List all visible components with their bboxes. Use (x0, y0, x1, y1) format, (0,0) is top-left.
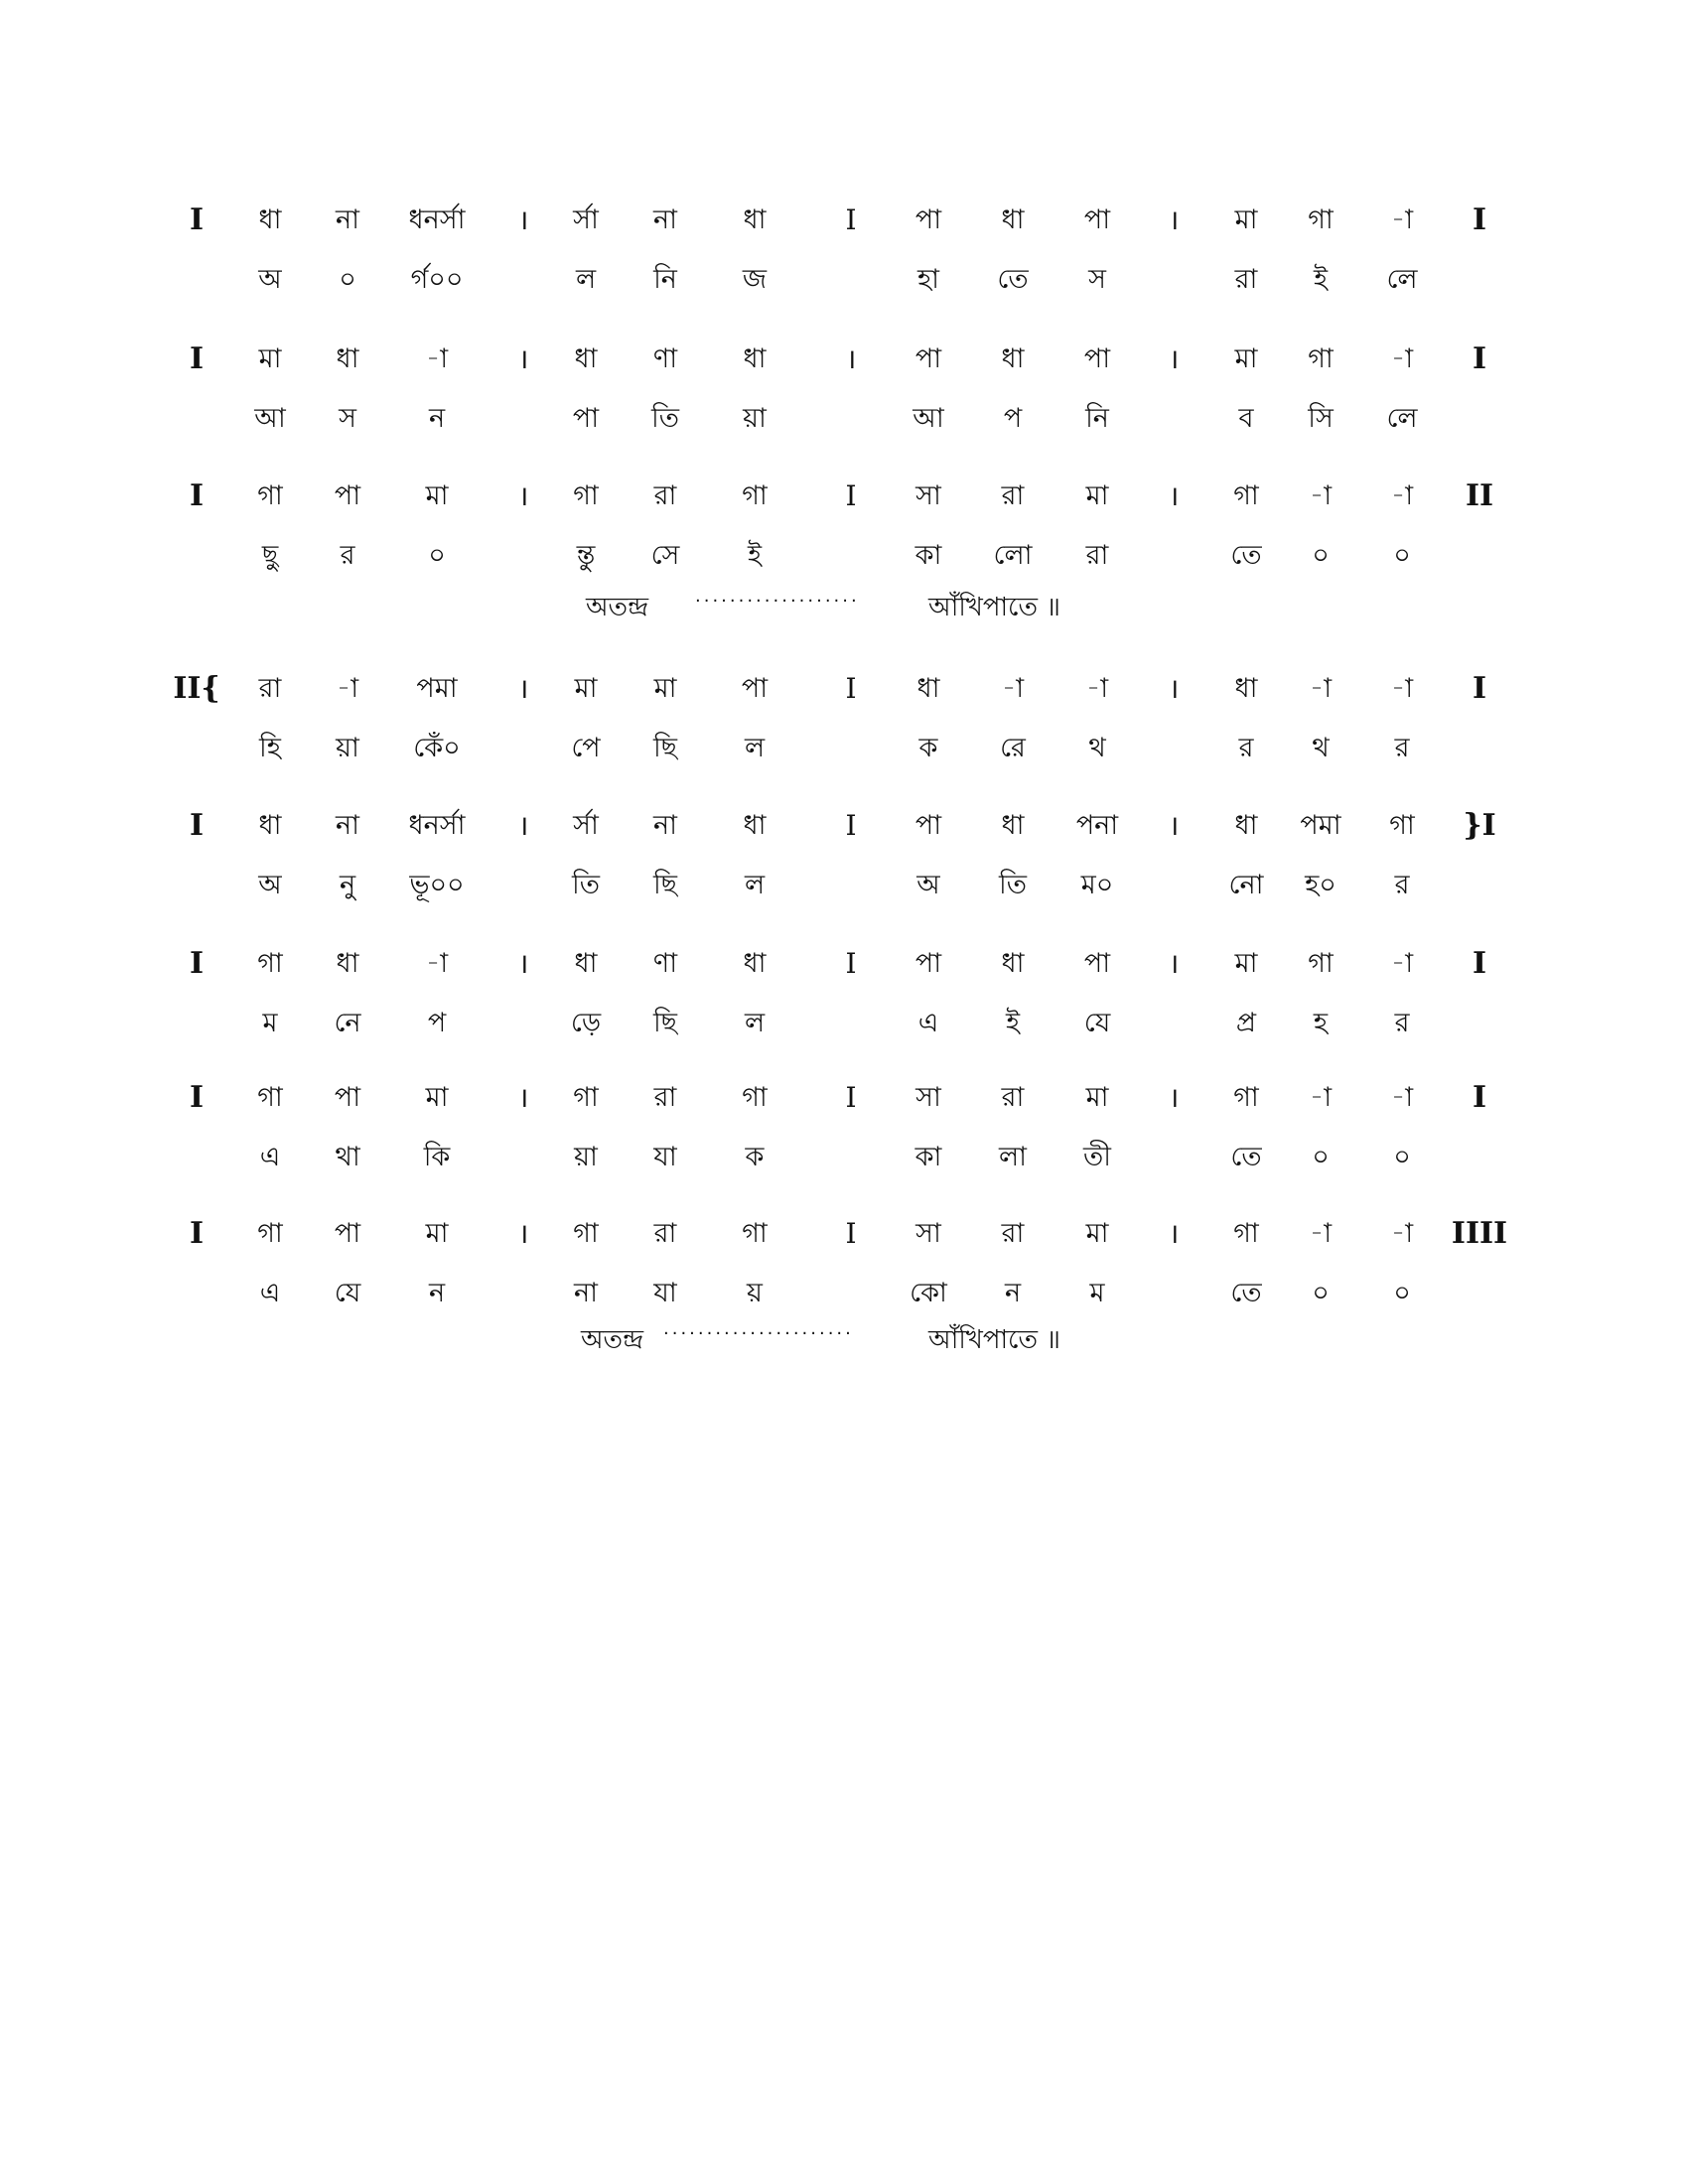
note-cell: পা (914, 343, 942, 374)
lyrics-row (0, 723, 1688, 774)
lyric-syllable: তে (1230, 1278, 1262, 1308)
lyric-syllable: যা (653, 1278, 677, 1308)
note-cell: গা (257, 948, 283, 979)
note-cell: রা (653, 1218, 677, 1249)
note-cell: মা (425, 1218, 449, 1249)
lyric-syllable: ০ (1312, 1278, 1330, 1308)
beat-separator: । (517, 672, 529, 705)
lyric-syllable: সি (1308, 403, 1334, 434)
note-cell: পা (1083, 205, 1111, 235)
start-barline: I (189, 946, 205, 981)
lyric-syllable: য় (747, 1278, 763, 1308)
note-cell: না (653, 810, 677, 841)
note-cell: ণা (652, 948, 678, 979)
lyric-syllable: লা (999, 1142, 1027, 1172)
note-cell: -া (1390, 205, 1414, 235)
note-cell: -া (1309, 1218, 1333, 1249)
lyric-syllable: র (340, 540, 355, 571)
lyric-syllable: ড়ে (570, 1008, 602, 1038)
refrain-end-word: আঁখিপাতে ॥ (928, 1325, 1060, 1355)
lyric-syllable: পে (571, 733, 601, 763)
lyric-syllable: পা (572, 403, 600, 434)
start-barline: I (189, 478, 205, 513)
note-cell: ণা (652, 343, 678, 374)
note-cell: রা (653, 480, 677, 511)
beat-separator: । (845, 342, 857, 375)
lyric-syllable: ছি (652, 1008, 678, 1038)
beat-separator: । (517, 204, 529, 236)
notation-row (0, 334, 1688, 385)
lyric-syllable: অ (258, 870, 282, 900)
note-cell: গা (1308, 205, 1334, 235)
beat-separator: I (845, 1081, 857, 1114)
note-cell: ধা (336, 948, 359, 979)
lyric-syllable: ০ (428, 540, 446, 571)
note-cell: ধা (916, 673, 940, 704)
lyric-syllable: না (574, 1278, 598, 1308)
note-cell: ধা (574, 343, 598, 374)
note-cell: রা (653, 1082, 677, 1113)
notation-row (0, 195, 1688, 246)
note-cell: পা (1083, 343, 1111, 374)
note-cell: না (336, 810, 359, 841)
lyric-syllable: যা (653, 1142, 677, 1172)
lyric-syllable: ক (918, 733, 938, 763)
note-cell: গা (1233, 1082, 1259, 1113)
end-barline: IIII (1451, 1216, 1508, 1251)
note-cell: পা (1083, 948, 1111, 979)
lyric-syllable: আ (913, 403, 944, 434)
note-cell: গা (1389, 810, 1415, 841)
note-cell: ধা (258, 205, 282, 235)
note-cell: ধনর্সা (408, 205, 466, 235)
lyric-syllable: হ০ (1305, 870, 1336, 900)
note-cell: -া (1390, 480, 1414, 511)
note-cell: মা (425, 1082, 449, 1113)
start-barline: I (189, 1216, 205, 1251)
note-cell: গা (573, 1218, 599, 1249)
note-cell: গা (1308, 948, 1334, 979)
lyric-syllable: নি (1085, 403, 1109, 434)
lyrics-row (0, 530, 1688, 582)
lyric-syllable: র (1394, 1008, 1410, 1038)
note-cell: পা (741, 673, 769, 704)
lyric-syllable: ন্তু (576, 540, 596, 571)
start-barline: I (189, 341, 205, 376)
lyric-syllable: ০ (1393, 1142, 1411, 1172)
note-cell: পা (334, 1082, 361, 1113)
lyric-syllable: ০ (1312, 540, 1330, 571)
lyric-syllable: র (1238, 733, 1254, 763)
lyric-syllable: ০ (339, 264, 356, 295)
note-cell: পনা (1075, 810, 1119, 841)
lyric-syllable: এ (259, 1278, 281, 1308)
lyric-syllable: অ (258, 264, 282, 295)
lyric-syllable: ন (1004, 1278, 1022, 1308)
lyric-syllable: র (1394, 870, 1410, 900)
note-cell: -া (1390, 673, 1414, 704)
lyric-syllable: প (1003, 403, 1023, 434)
lyric-syllable: তি (572, 870, 600, 900)
lyric-syllable: তে (997, 264, 1029, 295)
lyric-syllable: ই (1005, 1008, 1021, 1038)
note-cell: গা (1308, 343, 1334, 374)
note-cell: মা (1234, 948, 1258, 979)
lyric-syllable: কি (423, 1142, 451, 1172)
note-cell: ধা (743, 343, 767, 374)
lyric-syllable: ক (745, 1142, 765, 1172)
note-cell: গা (573, 1082, 599, 1113)
lyric-syllable: রা (1085, 540, 1109, 571)
lyric-syllable: প্র (1235, 1008, 1257, 1038)
notation-row (0, 800, 1688, 852)
beat-separator: । (1168, 342, 1180, 375)
end-barline: }I (1463, 808, 1496, 843)
note-cell: মা (1085, 1218, 1109, 1249)
lyric-syllable: কা (914, 540, 942, 571)
lyric-syllable: তে (1230, 540, 1262, 571)
lyric-syllable: ব (1238, 403, 1254, 434)
lyric-syllable: য়া (336, 733, 359, 763)
end-barline: I (1472, 671, 1487, 706)
refrain-start-word: অতন্দ্র (586, 593, 649, 622)
lyric-syllable: য়া (743, 403, 767, 434)
lyric-syllable: কেঁ০ (413, 733, 461, 763)
start-barline: II{ (173, 671, 220, 706)
note-cell: ধনর্সা (408, 810, 466, 841)
notation-row (0, 1208, 1688, 1260)
lyric-syllable: নু (339, 870, 356, 900)
note-cell: -া (1390, 343, 1414, 374)
lyric-syllable: হ (1313, 1008, 1329, 1038)
lyric-syllable: লো (993, 540, 1033, 571)
notation-row (0, 1072, 1688, 1124)
note-cell: ধা (1234, 810, 1258, 841)
note-cell: -া (425, 343, 449, 374)
note-cell: ধা (1001, 343, 1025, 374)
beat-separator: । (1168, 479, 1180, 512)
refrain-start-word: অতন্দ্র (581, 1325, 644, 1355)
lyric-syllable: যে (1083, 1008, 1111, 1038)
lyric-syllable: জ (742, 264, 768, 295)
lyric-syllable: ছি (652, 870, 678, 900)
note-cell: মা (653, 673, 677, 704)
note-cell: ধা (743, 205, 767, 235)
note-cell: মা (1234, 343, 1258, 374)
lyric-syllable: ল (744, 870, 766, 900)
note-cell: -া (1390, 1218, 1414, 1249)
beat-separator: । (517, 342, 529, 375)
lyric-syllable: এ (917, 1008, 939, 1038)
lyric-syllable: লে (1386, 264, 1418, 295)
lyric-syllable: যে (334, 1278, 361, 1308)
note-cell: মা (258, 343, 282, 374)
note-cell: গা (742, 480, 768, 511)
note-cell: -া (1390, 948, 1414, 979)
lyric-syllable: তি (651, 403, 679, 434)
note-cell: ধা (574, 948, 598, 979)
lyric-syllable: ল (575, 264, 597, 295)
beat-separator: । (517, 809, 529, 842)
lyric-syllable: রে (1000, 733, 1026, 763)
notation-row (0, 938, 1688, 990)
lyric-syllable: ছু (261, 540, 279, 571)
lyrics-row (0, 393, 1688, 445)
lyric-syllable: ল (744, 733, 766, 763)
beat-separator: I (845, 479, 857, 512)
note-cell: গা (573, 480, 599, 511)
lyric-syllable: কা (914, 1142, 942, 1172)
note-cell: র্সা (573, 810, 599, 841)
beat-separator: । (1168, 204, 1180, 236)
lyric-syllable: ন (428, 1278, 446, 1308)
note-cell: ধা (258, 810, 282, 841)
lyric-syllable: হা (916, 264, 940, 295)
lyric-syllable: ই (1313, 264, 1329, 295)
note-cell: ধা (1001, 948, 1025, 979)
lyric-syllable: র (1394, 733, 1410, 763)
note-cell: সা (915, 480, 941, 511)
lyric-syllable: নে (334, 1008, 361, 1038)
lyrics-row (0, 1132, 1688, 1183)
lyric-syllable: নি (653, 264, 677, 295)
lyric-syllable: লে (1386, 403, 1418, 434)
note-cell: র্সা (573, 205, 599, 235)
lyrics-row (0, 860, 1688, 911)
lyric-syllable: তে (1230, 1142, 1262, 1172)
note-cell: -া (1001, 673, 1025, 704)
note-cell: মা (1234, 205, 1258, 235)
notation-row (0, 663, 1688, 715)
lyric-syllable: রা (1234, 264, 1258, 295)
end-barline: I (1472, 203, 1487, 237)
start-barline: I (189, 808, 205, 843)
lyric-syllable: সে (650, 540, 680, 571)
lyrics-row (0, 998, 1688, 1049)
beat-separator: । (1168, 809, 1180, 842)
note-cell: পমা (1300, 810, 1341, 841)
beat-separator: I (845, 672, 857, 705)
lyric-syllable: ন (428, 403, 446, 434)
end-barline: I (1472, 1080, 1487, 1115)
refrain-end-word: আঁখিপাতে ॥ (928, 593, 1060, 622)
beat-separator: । (1168, 1081, 1180, 1114)
note-cell: গা (742, 1082, 768, 1113)
refrain-ellipsis: ··················· (695, 591, 860, 612)
lyric-syllable: ম০ (1080, 870, 1114, 900)
note-cell: -া (1390, 1082, 1414, 1113)
note-cell: রা (258, 673, 282, 704)
note-cell: ধা (336, 343, 359, 374)
note-cell: ধা (743, 948, 767, 979)
lyrics-row (0, 1268, 1688, 1319)
lyric-syllable: ম (262, 1008, 278, 1038)
lyric-syllable: থ (1088, 733, 1106, 763)
lyric-syllable: এ (259, 1142, 281, 1172)
note-cell: না (336, 205, 359, 235)
note-cell: গা (1233, 1218, 1259, 1249)
note-cell: ধা (1234, 673, 1258, 704)
lyric-syllable: ম (1089, 1278, 1105, 1308)
beat-separator: I (845, 809, 857, 842)
beat-separator: । (1168, 947, 1180, 980)
lyric-syllable: ল (744, 1008, 766, 1038)
beat-separator: I (845, 947, 857, 980)
note-cell: পা (334, 480, 361, 511)
note-cell: সা (915, 1218, 941, 1249)
note-cell: ধা (743, 810, 767, 841)
lyric-syllable: স (339, 403, 356, 434)
end-barline: I (1472, 341, 1487, 376)
beat-separator: I (845, 204, 857, 236)
lyric-syllable: থা (335, 1142, 360, 1172)
note-cell: পমা (416, 673, 458, 704)
lyric-syllable: ভূ০০ (409, 870, 465, 900)
beat-separator: I (845, 1217, 857, 1250)
start-barline: I (189, 203, 205, 237)
lyric-syllable: ০ (1312, 1142, 1330, 1172)
refrain-ellipsis: ······················ (663, 1323, 854, 1344)
note-cell: -া (336, 673, 359, 704)
beat-separator: । (517, 479, 529, 512)
note-cell: রা (1001, 480, 1025, 511)
note-cell: গা (257, 1082, 283, 1113)
note-cell: পা (914, 810, 942, 841)
note-cell: রা (1001, 1082, 1025, 1113)
lyric-syllable: য়া (574, 1142, 598, 1172)
beat-separator: । (517, 947, 529, 980)
end-barline: I (1472, 946, 1487, 981)
note-cell: -া (1085, 673, 1109, 704)
lyric-syllable: ০ (1393, 1278, 1411, 1308)
note-cell: না (653, 205, 677, 235)
lyric-syllable: আ (254, 403, 286, 434)
note-cell: -া (1309, 673, 1333, 704)
note-cell: পা (914, 205, 942, 235)
note-cell: গা (257, 480, 283, 511)
note-cell: সা (915, 1082, 941, 1113)
note-cell: গা (742, 1218, 768, 1249)
beat-separator: । (517, 1217, 529, 1250)
lyrics-row (0, 254, 1688, 306)
note-cell: গা (1233, 480, 1259, 511)
note-cell: ধা (1001, 205, 1025, 235)
beat-separator: । (1168, 1217, 1180, 1250)
note-cell: পা (914, 948, 942, 979)
note-cell: রা (1001, 1218, 1025, 1249)
lyric-syllable: ই (747, 540, 763, 571)
note-cell: মা (574, 673, 598, 704)
lyric-syllable: ০ (1393, 540, 1411, 571)
note-cell: গা (257, 1218, 283, 1249)
lyric-syllable: থ (1312, 733, 1330, 763)
notation-row (0, 471, 1688, 522)
note-cell: -া (1309, 1082, 1333, 1113)
end-barline: II (1465, 478, 1494, 513)
start-barline: I (189, 1080, 205, 1115)
lyric-syllable: তি (999, 870, 1027, 900)
lyric-syllable: হি (259, 733, 281, 763)
note-cell: -া (1309, 480, 1333, 511)
beat-separator: । (517, 1081, 529, 1114)
lyric-syllable: স (1088, 264, 1106, 295)
lyric-syllable: নো (1228, 870, 1264, 900)
note-cell: মা (425, 480, 449, 511)
lyric-syllable: প (427, 1008, 447, 1038)
note-cell: মা (1085, 480, 1109, 511)
lyric-syllable: র্গ০০ (410, 264, 464, 295)
note-cell: -া (425, 948, 449, 979)
lyric-syllable: কো (910, 1278, 947, 1308)
beat-separator: । (1168, 672, 1180, 705)
lyric-syllable: ছি (652, 733, 678, 763)
note-cell: মা (1085, 1082, 1109, 1113)
lyric-syllable: তী (1083, 1142, 1111, 1172)
lyric-syllable: অ (916, 870, 940, 900)
note-cell: পা (334, 1218, 361, 1249)
note-cell: ধা (1001, 810, 1025, 841)
